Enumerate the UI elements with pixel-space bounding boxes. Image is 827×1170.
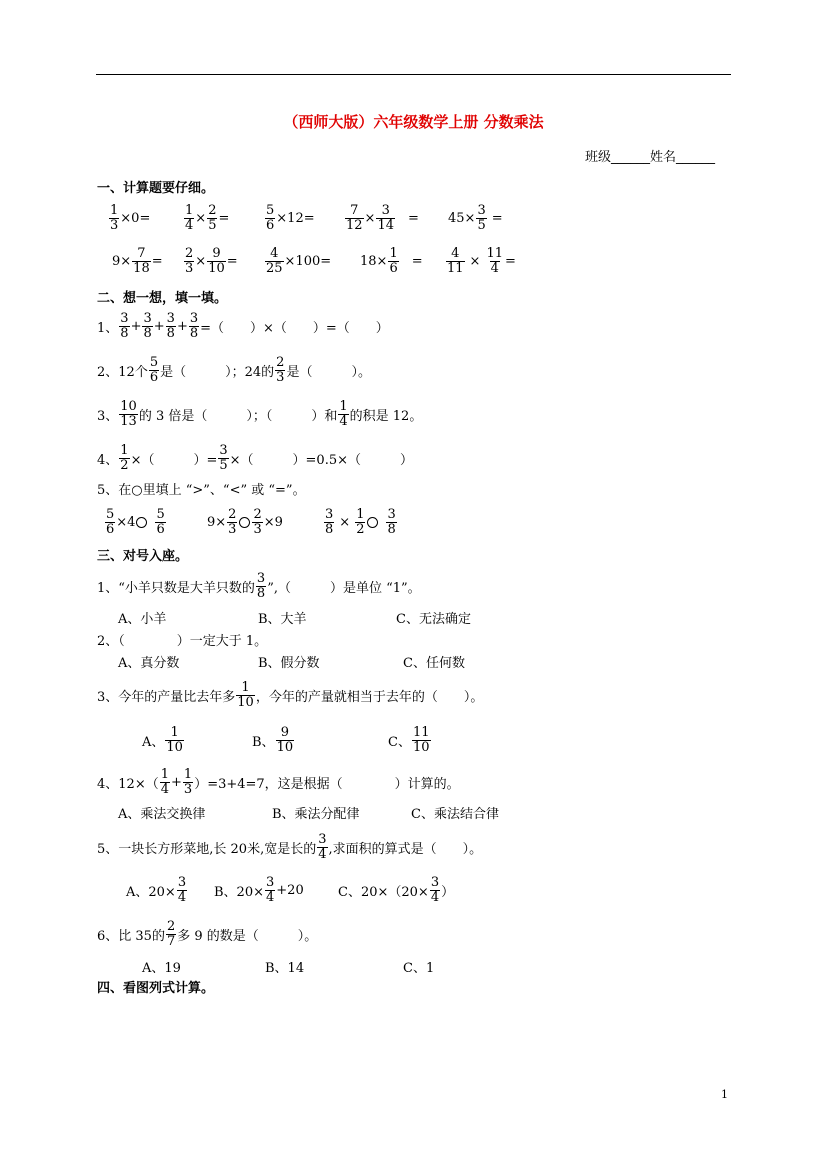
q3-option-b[interactable]: B、 $\frac{9}{10}$ [252,724,294,755]
q2-option-c[interactable]: C、任何数 [403,655,465,671]
calc-1d: $\frac{7}{12}$ × $\frac{3}{14}$ = [346,202,419,233]
page-number: 1 [721,1088,728,1101]
q4-option-c[interactable]: C、乘法结合律 [411,806,499,822]
q2-option-b[interactable]: B、假分数 [258,655,320,671]
compare-a: $\frac{5}{6}$ ×4 $\frac{5}{6}$ [106,506,165,537]
section-3-heading: 三、对号入座。 [97,549,189,564]
fill-q3: 3、 $\frac{10}{13}$ 的 3 倍是（ ）；（ ）和 $\frac{1}{4}$ 的积是 12。 [97,398,423,429]
q5-option-b[interactable]: B、20× $\frac{3}{4}$ +20 [214,874,304,905]
section-1-heading: 一、计算题要仔细。 [97,181,215,196]
calc-row-1: $\frac{1}{3}$ ×0= [110,202,151,233]
class-name-field: 班级______姓名______ [585,150,716,165]
fill-q4: 4、 $\frac{1}{2}$ ×（ ）= $\frac{3}{5}$ ×（ ）=0.5×（ ） [97,442,413,473]
q3-option-a[interactable]: A、 $\frac{1}{10}$ [142,724,183,755]
section-2-heading: 二、想一想，填一填。 [97,291,228,306]
choice-q2: 2、（ ）一定大于 1。 [97,633,268,649]
page-title: （西师大版）六年级数学上册 分数乘法 [283,113,544,131]
calc-2e: $\frac{4}{11}$ × $\frac{11}{4}$ = [447,245,516,276]
calc-2b: $\frac{2}{3}$ × $\frac{9}{10}$ = [185,245,238,276]
compare-circle[interactable] [367,517,378,528]
q4-option-a[interactable]: A、乘法交换律 [118,806,206,822]
q1-option-a[interactable]: A、小羊 [118,611,167,627]
choice-q1: 1、“小羊只数是大羊只数的 $\frac{3}{8}$ ”,（ ）是单位 “1”。 [97,570,421,601]
q6-option-a[interactable]: A、19 [142,960,181,976]
q5-option-c[interactable]: C、20×（20× $\frac{3}{4}$ ） [338,874,455,905]
choice-q3: 3、今年的产量比去年多 $\frac{1}{10}$ ，今年的产量就相当于去年的（ ）。 [97,679,484,710]
compare-c: $\frac{3}{8}$ × $\frac{1}{2}$ $\frac{3}{8}$ [325,506,396,537]
choice-q6: 6、比 35的 $\frac{2}{7}$ 多 9 的数是（ ）。 [97,918,318,949]
q1-option-b[interactable]: B、大羊 [258,611,307,627]
choice-q4: 4、12×（ $\frac{1}{4}$ + $\frac{1}{3}$ ）=3+4=7，这是根据（ ）计算的。 [97,766,460,797]
compare-circle[interactable] [239,517,250,528]
calc-2a: 9× $\frac{7}{18}$ = [112,245,163,276]
top-rule [96,74,731,75]
q2-option-a[interactable]: A、真分数 [118,655,180,671]
fill-q2: 2、12个 $\frac{5}{6}$ 是（ ）；24的 $\frac{2}{3}$ 是（ ）。 [97,354,371,385]
q5-option-a[interactable]: A、20× $\frac{3}{4}$ [126,874,187,905]
q4-option-b[interactable]: B、乘法分配律 [272,806,360,822]
compare-circle[interactable] [136,517,147,528]
calc-2c: $\frac{4}{25}$ ×100= [266,245,332,276]
q6-option-b[interactable]: B、14 [265,960,305,976]
choice-q5: 5、一块长方形菜地,长 20米,宽是长的 $\frac{3}{4}$ ,求面积的算式是（ ）。 [97,831,483,862]
calc-1b: $\frac{1}{4}$ × $\frac{2}{5}$ = [185,202,230,233]
q6-option-c[interactable]: C、1 [403,960,435,976]
q3-option-c[interactable]: C、 $\frac{11}{10}$ [388,724,430,755]
calc-1e: 45× $\frac{3}{5}$ = [448,202,503,233]
compare-b: 9× $\frac{2}{3}$ $\frac{2}{3}$ ×9 [207,506,283,537]
fill-q5: 5、在○里填上 “>”、“<” 或 “=”。 [97,482,306,498]
calc-1c: $\frac{5}{6}$ ×12= [266,202,315,233]
q1-option-c[interactable]: C、无法确定 [396,611,471,627]
section-4-heading: 四、看图列式计算。 [97,981,215,996]
calc-2d: 18× $\frac{1}{6}$ = [360,245,423,276]
fill-q1: 1、 $\frac{3}{8}$ + $\frac{3}{8}$ + $\frac{3}{8}$ + $\frac{3}{8}$ =（ ）×（ ）=（ ） [97,310,389,341]
